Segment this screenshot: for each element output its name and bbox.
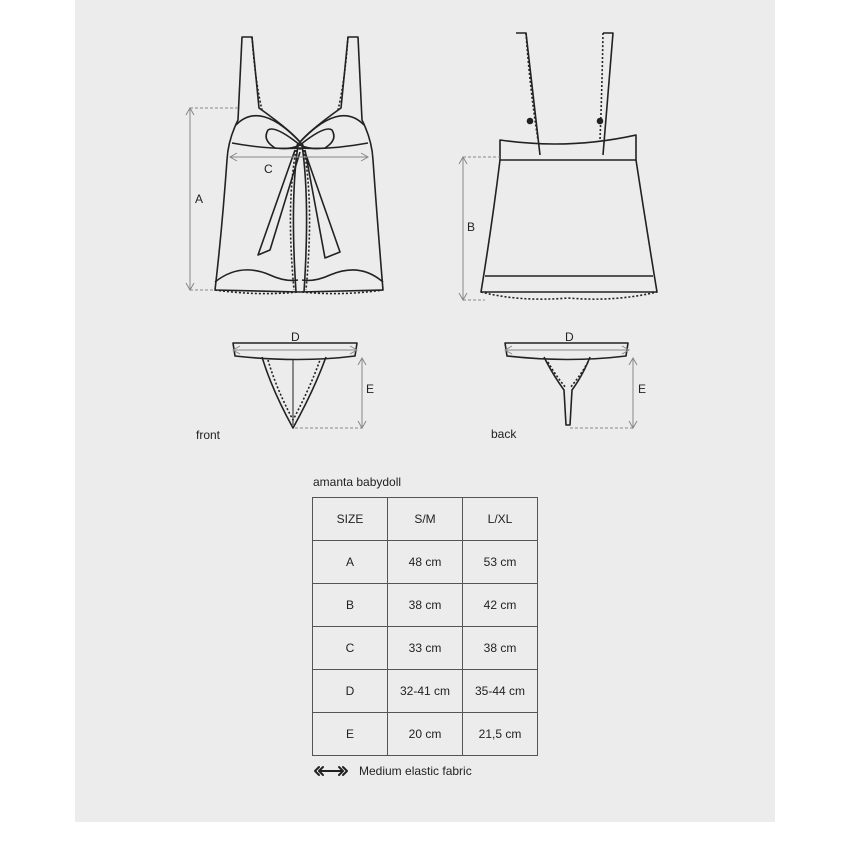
table-cell: E bbox=[313, 713, 388, 756]
table-cell: 21,5 cm bbox=[463, 713, 538, 756]
label-b: B bbox=[467, 220, 476, 234]
label-d-back: D bbox=[565, 330, 574, 344]
table-header-row bbox=[313, 498, 538, 541]
label-a: A bbox=[195, 192, 204, 206]
table-cell: 42 cm bbox=[463, 584, 538, 627]
front-view-caption: front bbox=[196, 428, 221, 442]
back-view-caption: back bbox=[491, 427, 517, 441]
table-cell: 53 cm bbox=[463, 541, 538, 584]
table-cell: B bbox=[313, 584, 388, 627]
table-cell: 38 cm bbox=[463, 627, 538, 670]
front-thong-drawing bbox=[233, 343, 357, 428]
header-cell: SIZE bbox=[313, 498, 388, 541]
back-babydoll-drawing bbox=[481, 33, 657, 299]
label-d-front: D bbox=[291, 330, 300, 344]
table-row bbox=[313, 670, 538, 713]
table-row bbox=[313, 713, 538, 756]
label-e-back: E bbox=[638, 382, 647, 396]
table-cell: 48 cm bbox=[388, 541, 463, 584]
table-title: amanta babydoll bbox=[313, 475, 402, 489]
table-cell: 35-44 cm bbox=[463, 670, 538, 713]
size-chart-table bbox=[312, 497, 538, 756]
dimension-d-front bbox=[233, 346, 357, 354]
table-cell: 33 cm bbox=[388, 627, 463, 670]
header-cell: S/M bbox=[388, 498, 463, 541]
elastic-arrow-icon bbox=[313, 765, 349, 777]
header-cell: L/XL bbox=[463, 498, 538, 541]
table-cell: 38 cm bbox=[388, 584, 463, 627]
table-cell: A bbox=[313, 541, 388, 584]
fabric-legend bbox=[313, 763, 472, 779]
dimension-e-back bbox=[570, 358, 637, 428]
table-row bbox=[313, 584, 538, 627]
table-cell: 32-41 cm bbox=[388, 670, 463, 713]
label-e-front: E bbox=[366, 382, 375, 396]
back-thong-drawing bbox=[505, 343, 628, 425]
table-row bbox=[313, 627, 538, 670]
table-cell: D bbox=[313, 670, 388, 713]
dimension-d-back bbox=[505, 346, 629, 354]
front-babydoll-drawing bbox=[215, 37, 383, 294]
label-c: C bbox=[264, 162, 273, 176]
table-cell: C bbox=[313, 627, 388, 670]
table-row bbox=[313, 541, 538, 584]
dimension-e-front bbox=[295, 358, 366, 428]
table-cell: 20 cm bbox=[388, 713, 463, 756]
dimension-b bbox=[459, 157, 500, 300]
legend-text: Medium elastic fabric bbox=[359, 764, 472, 778]
